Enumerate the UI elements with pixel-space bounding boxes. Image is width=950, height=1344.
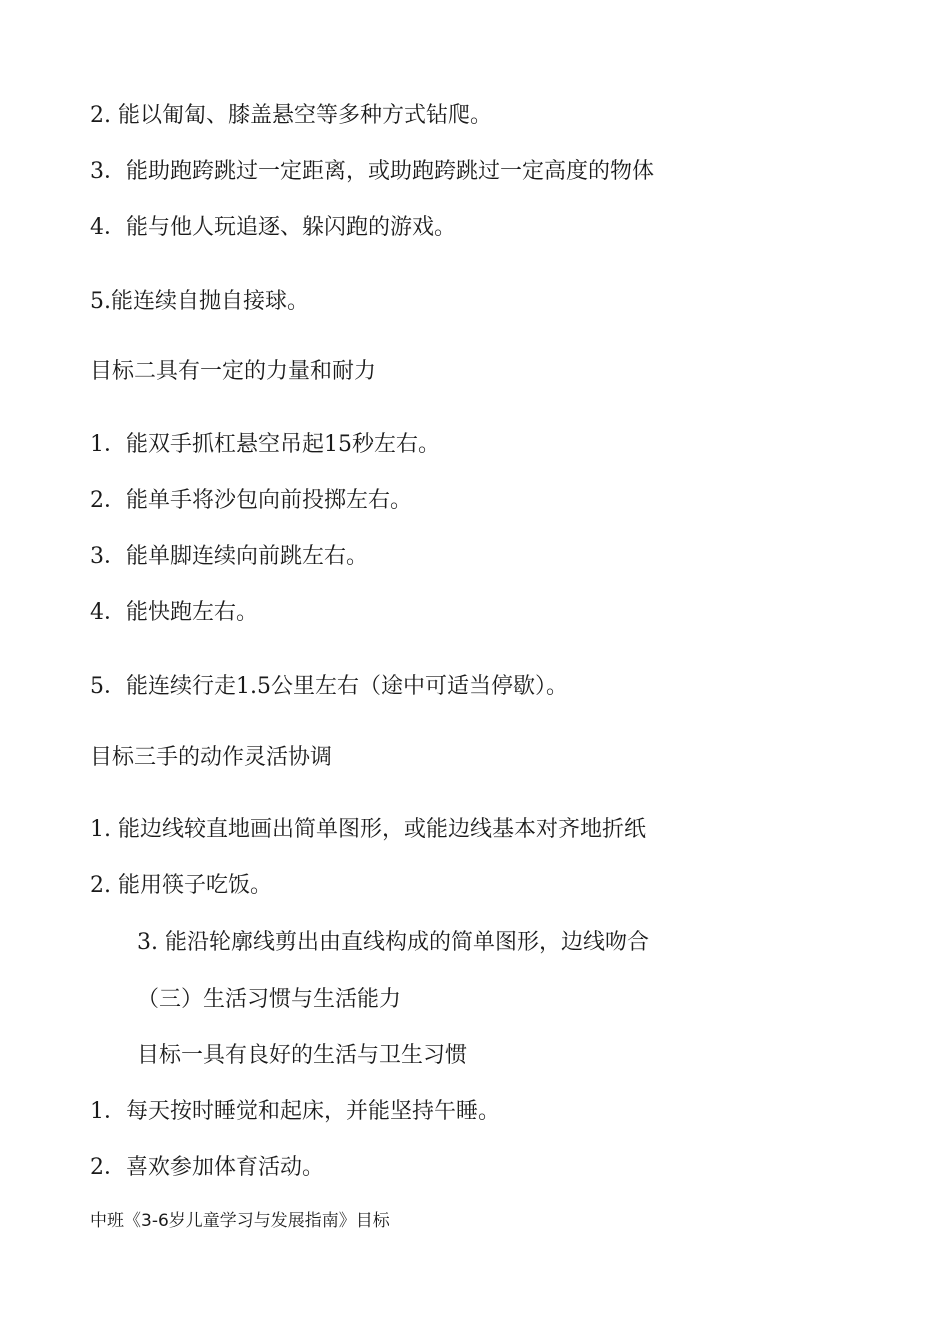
list-item-chopsticks: 2. 能用筷子吃饭。 xyxy=(90,873,272,898)
list-item-drill-crawl: 2. 能以匍匐、膝盖悬空等多种方式钻爬。 xyxy=(90,103,492,128)
list-item-hop: 3．能单脚连续向前跳左右。 xyxy=(90,544,368,569)
list-item-hang: 1．能双手抓杠悬空吊起15秒左右。 xyxy=(90,432,440,457)
section-heading-goal-three: 目标三手的动作灵活协调 xyxy=(90,745,333,770)
list-item-sleep: 1．每天按时睡觉和起床，并能坚持午睡。 xyxy=(90,1099,500,1124)
page-footer: 中班《3-6岁儿童学习与发展指南》目标 xyxy=(90,1211,390,1231)
list-item-toss-catch: 5.能连续自抛自接球。 xyxy=(90,289,309,314)
list-item-draw-fold: 1. 能边线较直地画出简单图形，或能边线基本对齐地折纸 xyxy=(90,817,646,842)
list-item-cut-shapes: 3. 能沿轮廓线剪出由直线构成的简单图形，边线吻合 xyxy=(137,930,649,955)
list-item-sports: 2．喜欢参加体育活动。 xyxy=(90,1155,324,1180)
list-item-walk: 5．能连续行走1.5公里左右（途中可适当停歇）。 xyxy=(90,674,568,699)
list-item-chase-game: 4．能与他人玩追逐、躲闪跑的游戏。 xyxy=(90,215,456,240)
list-item-run-jump: 3．能助跑跨跳过一定距离，或助跑跨跳过一定高度的物体 xyxy=(90,159,654,184)
section-heading-goal-one: 目标一具有良好的生活与卫生习惯 xyxy=(137,1043,468,1068)
list-item-throw: 2．能单手将沙包向前投掷左右。 xyxy=(90,488,412,513)
list-item-sprint: 4．能快跑左右。 xyxy=(90,600,258,625)
section-heading-goal-two: 目标二具有一定的力量和耐力 xyxy=(90,359,377,384)
section-heading-living-habits: （三）生活习惯与生活能力 xyxy=(137,987,402,1012)
